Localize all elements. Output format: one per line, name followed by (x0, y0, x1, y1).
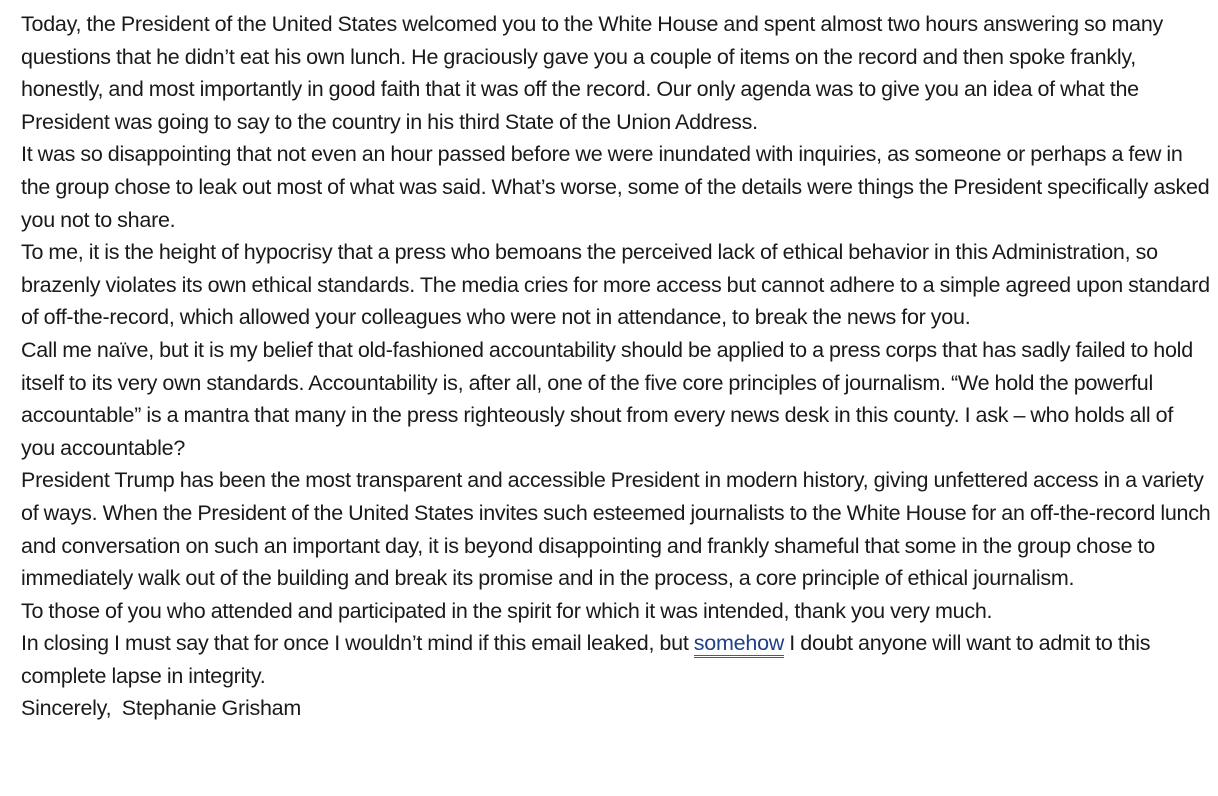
closing-text-before: In closing I must say that for once I wouldn’t mind if this email leaked, but (21, 631, 694, 656)
paragraph-disappointment: It was so disappointing that not even an hour passed before we were inundated with inquiries, as someone or perhaps a few in the group chose to leak out most of what was said. What’s worse, some of the details were things the President specifically asked you not to share. (21, 142, 1210, 232)
paragraph-thanks: To those of you who attended and participated in the spirit for which it was intended, thank you very much. (21, 598, 993, 623)
paragraph-intro: Today, the President of the United States welcomed you to the White House and spent almost two hours answering so many questions that he didn’t eat his own lunch. He graciously gave you a couple of items on the record and then spoke frankly, honestly, and most importantly in good faith that it was off the record. Our only agenda was to give you an idea of what the President was going to say to the country in his third State of the Union Address. (21, 12, 1164, 134)
paragraph-transparency: President Trump has been the most transparent and accessible President in modern history, giving unfettered access in a variety of ways. When the President of the United States invites such esteemed journalists to the White House for an off-the-record lunch and conversation on such an important day, it is beyond disappointing and frankly shameful that some in the group chose to immediately walk out of the building and break its promise and in the process, a core principle of ethical journalism. (21, 468, 1211, 591)
paragraph-closing (21, 627, 1211, 692)
paragraph-hypocrisy: To me, it is the height of hypocrisy that a press who bemoans the perceived lack of ethical behavior in this Administration, so brazenly violates its own ethical standards. The media cries for more access but cannot adhere to a simple agreed upon standard of off-the-record, which allowed your colleagues who were not in attendance, to break the news for you. (21, 240, 1210, 330)
signoff: Sincerely, Stephanie Grisham (21, 696, 302, 721)
email-body (21, 8, 1211, 725)
somehow-link[interactable]: somehow (694, 631, 784, 658)
closing-text-after: I doubt anyone will want to admit to this complete lapse in integrity. (21, 631, 1151, 688)
paragraph-accountability: Call me naïve, but it is my belief that old-fashioned accountability should be applied to a press corps that has sadly failed to hold itself to its very own standards. Accountability is, after all, one of the five core principles of journalism. “We hold the powerful accountable” is a mantra that many in the press righteously shout from every news desk in this county. I ask – who holds all of you accountable? (21, 337, 1193, 460)
